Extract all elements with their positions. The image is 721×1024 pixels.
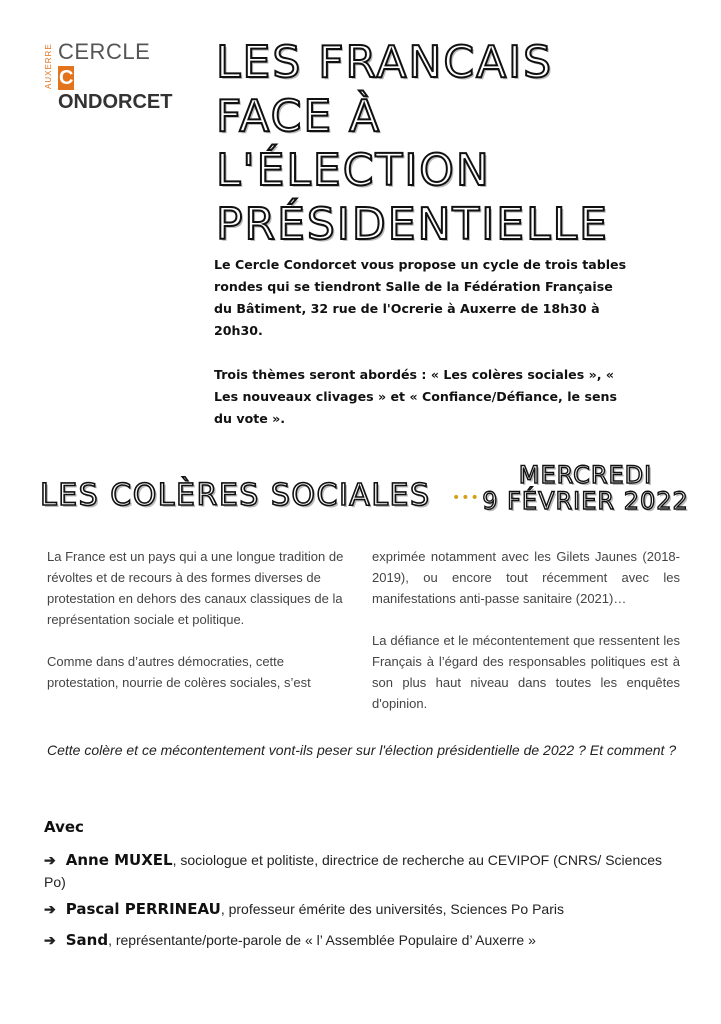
title-line-2: FACE À [216, 91, 382, 142]
logo-auxerre-text: AUXERRE [44, 43, 53, 89]
dots-separator: ••• [452, 490, 480, 506]
logo-c-box: C [59, 67, 74, 89]
left-paragraph-1: La France est un pays qui a une longue tradition de révoltes et de recours à des formes diverses de protestation en dehors des canaux classiques de la représentation sociale et politique. [47, 549, 344, 627]
intro-paragraph-1: Le Cercle Condorcet vous propose un cycle de trois tables rondes qui se tiendront Salle de la Fédération Française du Bâtiment, 32 rue de l'Ocrerie à Auxerre de 18h30 à 20h30. [214, 257, 627, 338]
speaker-description: , représentante/porte-parole de « l’ Assemblée Populaire d’ Auxerre » [108, 932, 536, 948]
speaker-name: Anne MUXEL [65, 851, 173, 869]
speaker-item [44, 898, 684, 920]
logo-cercle-text: CERCLE [58, 39, 151, 64]
left-paragraph-2: Comme dans d’autres démocraties, cette protestation, nourrie de colères sociales, s’est [47, 654, 311, 690]
session-day: MERCREDI [518, 461, 653, 489]
session-title: LES COLÈRES SOCIALES [40, 478, 431, 513]
speaker-description: , sociologue et politiste, directrice de recherche au CEVIPOF (CNRS/ Sciences Po) [44, 852, 663, 890]
question-text: Cette colère et ce mécontentement vont-ils peser sur l'élection présidentielle de 2022 ? Et comment ? [47, 742, 677, 758]
body-columns [47, 546, 680, 735]
speaker-name: Sand [65, 931, 109, 949]
right-paragraph-1: exprimée notamment avec les Gilets Jaunes (2018-2019), ou encore tout récemment avec les manifestations anti-passe sanitaire (2021)… [372, 549, 680, 606]
arrow-icon: ➔ [44, 901, 56, 917]
logo-condorcet-rest: ONDORCET [58, 91, 173, 113]
speaker-description: , professeur émérite des universités, Sciences Po Paris [220, 901, 564, 917]
left-column [47, 546, 355, 735]
page-title [216, 36, 636, 252]
speakers-heading: Avec [44, 818, 84, 836]
speaker-item [44, 849, 684, 893]
speaker-item [44, 929, 684, 951]
title-line-1: LES FRANCAIS [216, 37, 554, 88]
speaker-name: Pascal PERRINEAU [65, 900, 221, 918]
arrow-icon: ➔ [44, 852, 56, 868]
title-line-4: PRÉSIDENTIELLE [216, 199, 609, 250]
session-date-full: 9 FÉVRIER 2022 [482, 487, 689, 515]
intro-text [214, 254, 634, 452]
right-column [372, 546, 680, 735]
intro-paragraph-2: Trois thèmes seront abordés : « Les colères sociales », « Les nouveaux clivages » et « Confiance/Défiance, le sens du vote ». [214, 367, 617, 426]
title-line-3: L'ÉLECTION [216, 145, 491, 196]
right-paragraph-2: La défiance et le mécontentement que ressentent les Français à l’égard des responsables politiques est à son plus haut niveau dans toutes les enquêtes d'opinion. [372, 633, 680, 711]
cercle-condorcet-logo [44, 39, 184, 113]
session-date [478, 462, 693, 514]
arrow-icon: ➔ [44, 932, 56, 948]
logo-condorcet-text [58, 66, 184, 114]
